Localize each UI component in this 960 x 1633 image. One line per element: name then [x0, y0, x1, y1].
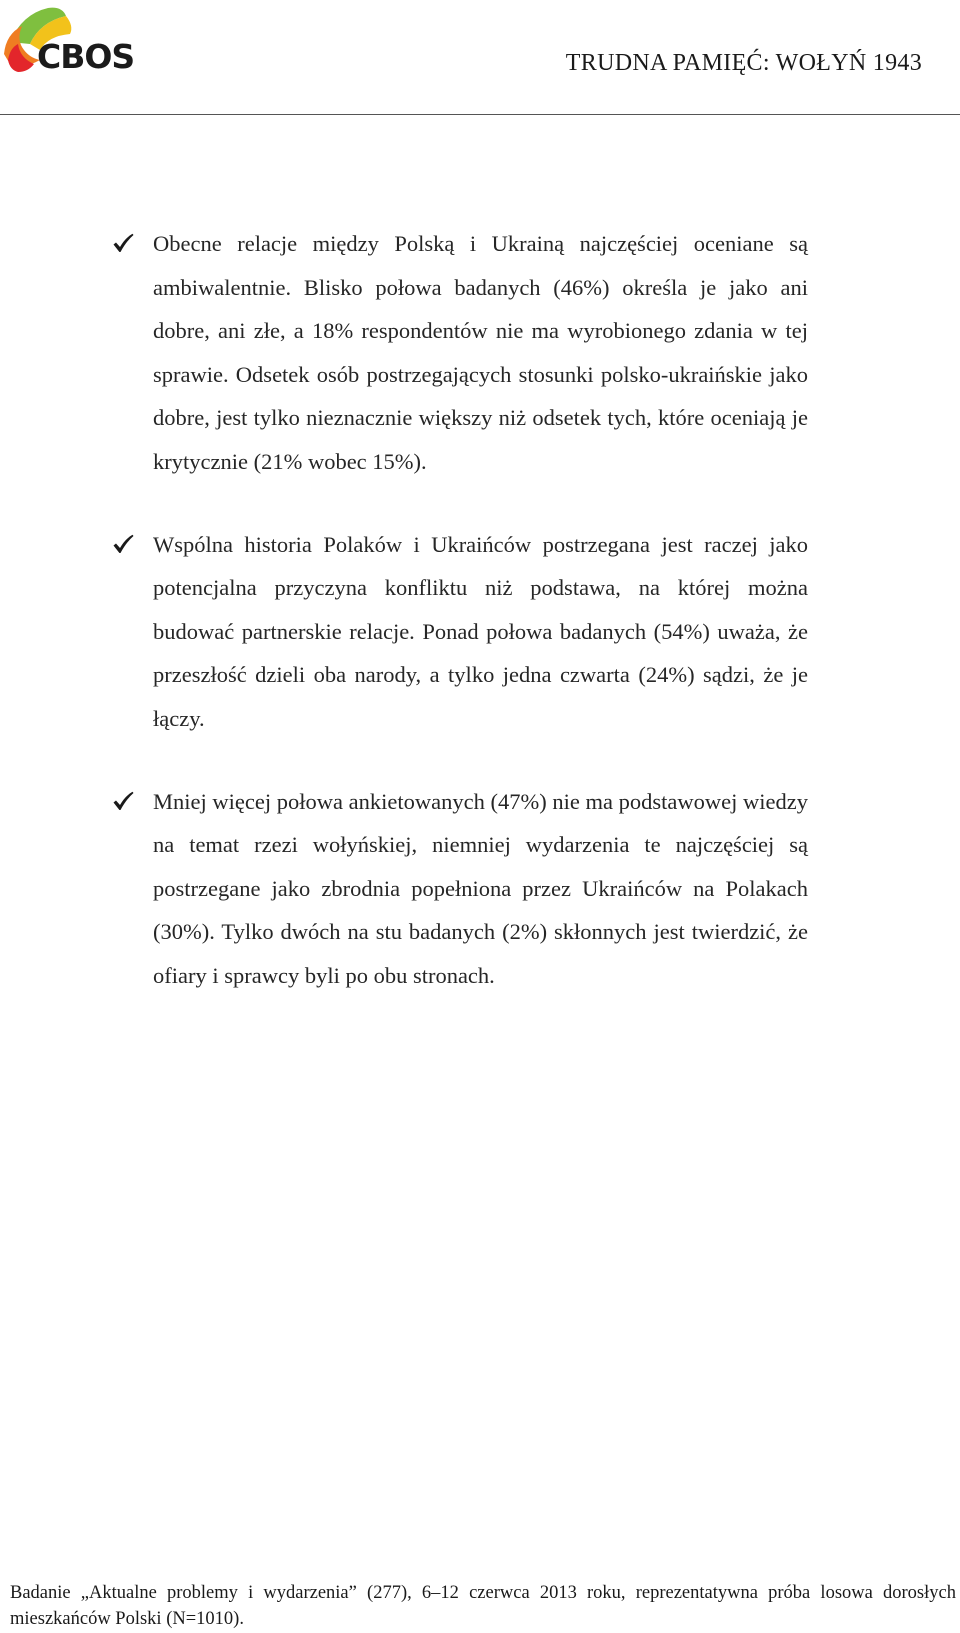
summary-bullet	[112, 523, 808, 741]
logo-wordmark: CBOS	[37, 37, 135, 76]
bullet-text: Obecne relacje między Polską i Ukrainą najczęściej oceniane są ambiwalentnie. Blisko połowa badanych (46%) określa je jako ani dobre, ani złe, a 18% respondentów nie ma wyrobionego zdania w tej sprawie. Odsetek osób postrzegających stosunki polsko-ukraińskie jako dobre, jest tylko nieznacznie większy niż odsetek tych, które oceniają je krytycznie (21% wobec 15%).	[153, 231, 808, 474]
summary-bullet-list	[112, 222, 808, 1037]
bullet-text: Wspólna historia Polaków i Ukraińców postrzegana jest raczej jako potencjalna przyczyna konfliktu niż podstawa, na której można budować partnerskie relacje. Ponad połowa badanych (54%) uważa, że przeszłość dzieli oba narody, a tylko jedna czwarta (24%) sądzi, że je łączy.	[153, 531, 808, 731]
summary-bullet	[112, 222, 808, 484]
page-title: TRUDNA PAMIĘĆ: WOŁYŃ 1943	[565, 50, 922, 76]
checkmark-icon	[112, 233, 134, 253]
page-footer	[10, 1580, 956, 1632]
header-divider	[0, 114, 960, 115]
cbos-logo	[0, 4, 145, 84]
page-header	[0, 0, 960, 116]
checkmark-icon	[112, 534, 134, 554]
bullet-text: Mniej więcej połowa ankietowanych (47%) nie ma podstawowej wiedzy na temat rzezi wołyńskiej, niemniej wydarzenia te najczęściej są postrzegane jako zbrodnia popełniona przez Ukraińców na Polakach (30%). Tylko dwóch na stu badanych (2%) skłonnych jest twierdzić, że ofiary i sprawcy byli po obu stronach.	[153, 788, 808, 988]
checkmark-icon	[112, 791, 134, 811]
survey-footnote: Badanie „Aktualne problemy i wydarzenia” (277), 6–12 czerwca 2013 roku, reprezentatywna próba losowa dorosłych mieszkańców Polski (N=1010).	[10, 1583, 956, 1629]
summary-bullet	[112, 780, 808, 998]
